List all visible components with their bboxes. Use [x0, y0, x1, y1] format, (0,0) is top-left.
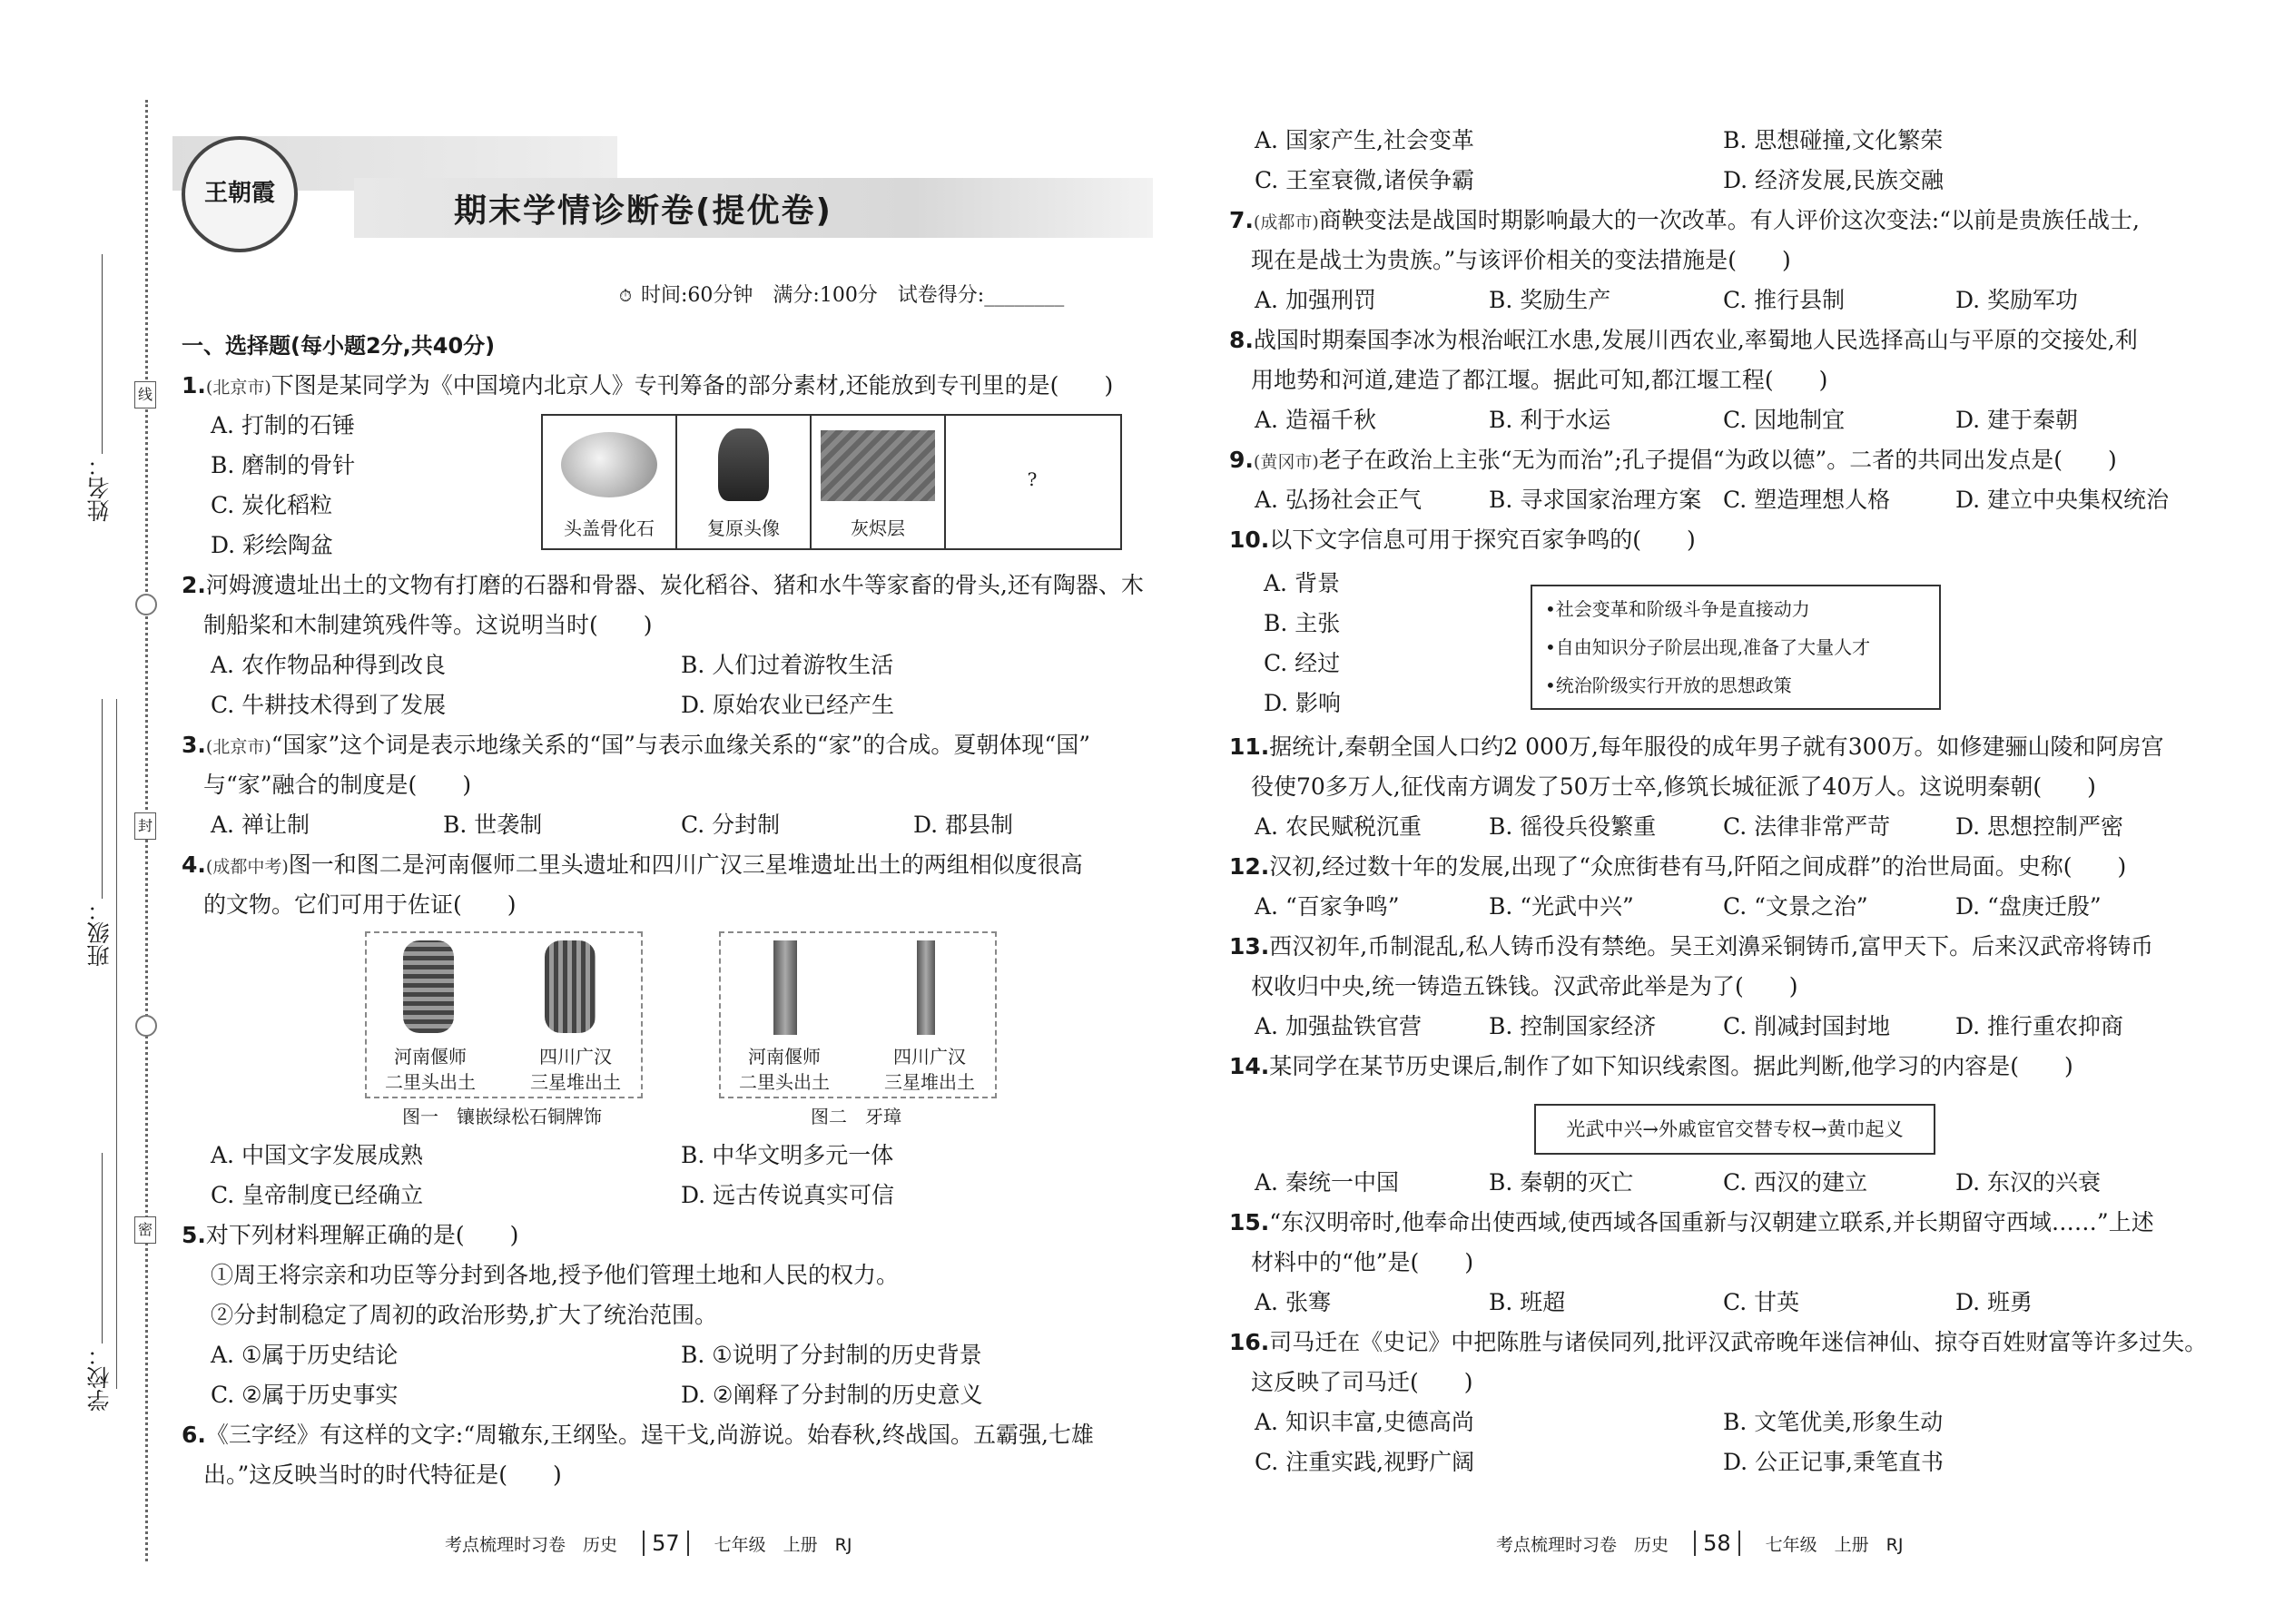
q10-option-b[interactable]: B. 主张 [1264, 610, 1341, 636]
q10-box-line-1: •社会变革和阶级斗争是直接动力 [1545, 598, 1810, 620]
yazhang-right-image [917, 940, 935, 1035]
q15-option-d[interactable]: D. 班勇 [1955, 1289, 2033, 1315]
q7-text-1: 商鞅变法是战国时期影响最大的一次改革。有人评价这次变法:“以前是贵族任战士, [1318, 207, 2140, 233]
q15-num: 15. [1229, 1209, 1270, 1235]
q14-clue-box: 光武中兴→外戚宦官交替专权→黄巾起义 [1534, 1104, 1935, 1155]
turquoise-plaque-right-image [545, 940, 596, 1033]
q11-text-1: 据统计,秦朝全国人口约2 000万,每年服役的成年男子就有300万。如修建骊山陵和阿房宫 [1269, 733, 2164, 760]
q13-option-c[interactable]: C. 削减封国封地 [1723, 1013, 1891, 1039]
q8-option-b[interactable]: B. 利于水运 [1489, 407, 1611, 433]
q8-option-a[interactable]: A. 造福千秋 [1255, 407, 1376, 433]
q4-figure-2 [719, 931, 997, 1098]
q4-figure-2-caption: 图二 牙璋 [811, 1106, 901, 1127]
turquoise-plaque-left-image [403, 940, 454, 1033]
seal-mi: 密 [134, 1216, 156, 1244]
seal-xian: 线 [134, 381, 156, 408]
q5-text: 对下列材料理解正确的是( ) [205, 1222, 519, 1248]
q4-stem-1 [182, 850, 1083, 882]
q4-fig1-left-line2: 二里头出土 [385, 1071, 476, 1093]
q1-cell-1 [543, 416, 677, 548]
q14-option-c[interactable]: C. 西汉的建立 [1723, 1169, 1868, 1196]
q3-option-c[interactable]: C. 分封制 [681, 812, 781, 838]
q11-option-a[interactable]: A. 农民赋税沉重 [1255, 813, 1422, 840]
q1-cell-2 [677, 416, 812, 548]
q3-option-d[interactable]: D. 郡县制 [913, 812, 1014, 838]
logo-text: 王朝霞 [203, 180, 275, 207]
q12-text: 汉初,经过数十年的发展,出现了“众庶街巷有马,阡陌之间成群”的治世局面。史称( ) [1269, 853, 2127, 880]
q4-fig1-right-line1: 四川广汉 [539, 1046, 612, 1068]
q7-option-c[interactable]: C. 推行县制 [1723, 287, 1846, 313]
q11-text-2: 役使70多万人,征伐南方调发了50万士卒,修筑长城征派了40万人。这说明秦朝( ) [1251, 773, 2096, 800]
q11-option-d[interactable]: D. 思想控制严密 [1955, 813, 2124, 840]
q6-num: 6. [182, 1422, 206, 1448]
q9-text: 老子在政治上主张“无为而治”;孔子提倡“为政以德”。二者的共同出发点是( ) [1318, 447, 2117, 473]
q10-box-line-3: •统治阶级实行开放的思想政策 [1545, 674, 1792, 696]
q12-stem [1229, 851, 2126, 882]
q3-stem-1 [182, 730, 1090, 763]
q5-option-a[interactable]: A. ①属于历史结论 [211, 1342, 399, 1368]
q2-num: 2. [182, 572, 206, 598]
q4-fig2-left-line1: 河南偃师 [748, 1046, 821, 1068]
q13-option-b[interactable]: B. 控制国家经济 [1489, 1013, 1657, 1039]
q6-option-d[interactable]: D. 经济发展,民族交融 [1723, 167, 1944, 193]
q1-cell-3 [812, 416, 946, 548]
q9-num: 9. [1229, 447, 1254, 473]
q3-text-2: 与“家”融合的制度是( ) [203, 772, 472, 798]
q4-option-d[interactable]: D. 远古传说真实可信 [681, 1182, 895, 1208]
restored-head-image [718, 428, 769, 501]
q8-num: 8. [1229, 327, 1254, 353]
q7-num: 7. [1229, 207, 1254, 233]
q2-text-2: 制船桨和木制建筑残件等。这说明当时( ) [203, 612, 653, 638]
page-title: 期末学情诊断卷(提优卷) [454, 192, 832, 230]
q15-text-2: 材料中的“他”是( ) [1251, 1249, 1474, 1275]
q3-source: (北京市) [205, 737, 271, 757]
section-title: 一、选择题(每小题2分,共40分) [182, 333, 496, 359]
q10-info-box [1531, 585, 1941, 710]
binding-solid-line [116, 699, 117, 1389]
name-label: 姓名： [86, 454, 113, 522]
q1-option-d[interactable]: D. 彩绘陶盆 [211, 532, 334, 558]
q11-num: 11. [1229, 733, 1270, 760]
left-footer [445, 1530, 852, 1556]
q7-text-2: 现在是战士为贵族。”与该评价相关的变法措施是( ) [1251, 247, 1791, 273]
q5-num: 5. [182, 1222, 206, 1248]
q7-source: (成都市) [1253, 212, 1319, 232]
q4-text-2: 的文物。它们可用于佐证( ) [203, 891, 517, 918]
binding-hole-1 [135, 594, 157, 615]
q7-option-d[interactable]: D. 奖励军功 [1955, 287, 2079, 313]
q2-text-1: 河姆渡遗址出土的文物有打磨的石器和骨器、炭化稻谷、猪和水牛等家畜的骨头,还有陶器、木 [205, 572, 1144, 598]
q4-figure-1 [365, 931, 643, 1098]
q15-option-c[interactable]: C. 甘英 [1723, 1289, 1800, 1315]
q3-option-b[interactable]: B. 世袭制 [443, 812, 543, 838]
q6-option-c[interactable]: C. 王室衰微,诸侯争霸 [1255, 167, 1475, 193]
q5-stem [182, 1220, 518, 1251]
q13-text-2: 权收归中央,统一铸造五铢钱。汉武帝此举是为了( ) [1251, 973, 1798, 999]
q12-num: 12. [1229, 853, 1270, 880]
q1-caption-2: 复原头像 [707, 517, 780, 539]
q1-text: 下图是某同学为《中国境内北京人》专刊筹备的部分素材,还能放到专刊里的是( ) [271, 372, 1114, 399]
q5-material-2: ②分封制稳定了周初的政治形势,扩大了统治范围。 [211, 1302, 717, 1328]
q8-text-2: 用地势和河道,建造了都江堰。据此可知,都江堰工程( ) [1251, 367, 1828, 393]
q10-box-line-2: •自由知识分子阶层出现,准备了大量人才 [1545, 636, 1871, 658]
q2-option-d[interactable]: D. 原始农业已经产生 [681, 692, 895, 718]
q6-text-2: 出。”这反映当时的时代特征是( ) [203, 1462, 562, 1488]
q8-option-c[interactable]: C. 因地制宜 [1723, 407, 1846, 433]
exam-meta: 时间:60分钟 满分:100分 试卷得分:________ [641, 284, 1065, 307]
q4-fig1-right-line2: 三星堆出土 [530, 1071, 621, 1093]
q10-option-a[interactable]: A. 背景 [1264, 570, 1340, 596]
q4-option-a[interactable]: A. 中国文字发展成熟 [211, 1142, 423, 1168]
q7-stem-1 [1229, 205, 2140, 238]
q8-stem-1 [1229, 325, 2138, 356]
q4-option-b[interactable]: B. 中华文明多元一体 [681, 1142, 894, 1168]
q13-num: 13. [1229, 933, 1270, 960]
q4-fig2-left-line2: 二里头出土 [739, 1071, 830, 1093]
q13-option-a[interactable]: A. 加强盐铁官营 [1255, 1013, 1422, 1039]
q14-option-a[interactable]: A. 秦统一中国 [1255, 1169, 1399, 1196]
left-footer-grade: 七年级 上册 RJ [714, 1535, 852, 1555]
q4-num: 4. [182, 851, 206, 878]
q12-option-d[interactable]: D. “盘庚迁殷” [1955, 893, 2102, 920]
q5-material-1: ①周王将宗亲和功臣等分封到各地,授予他们管理土地和人民的权力。 [211, 1262, 899, 1288]
q16-text-1: 司马迁在《史记》中把陈胜与诸侯同列,批评汉武帝晚年迷信神仙、掠夺百姓财富等许多过失。 [1269, 1329, 2208, 1355]
q12-option-b[interactable]: B. “光武中兴” [1489, 893, 1634, 920]
q16-option-a[interactable]: A. 知识丰富,史德高尚 [1255, 1409, 1474, 1435]
left-footer-series: 考点梳理时习卷 历史 [445, 1535, 618, 1555]
q13-stem-1 [1229, 931, 2153, 962]
q10-num: 10. [1229, 527, 1270, 553]
q6-option-a[interactable]: A. 国家产生,社会变革 [1255, 127, 1474, 153]
q3-option-a[interactable]: A. 禅让制 [211, 812, 310, 838]
q1-source: (北京市) [205, 378, 271, 398]
q15-option-b[interactable]: B. 班超 [1489, 1289, 1566, 1315]
q2-stem-1 [182, 570, 1144, 601]
q14-stem [1229, 1051, 2073, 1082]
q4-source: (成都中考) [205, 857, 289, 877]
q11-option-b[interactable]: B. 徭役兵役繁重 [1489, 813, 1657, 840]
q3-num: 3. [182, 732, 206, 758]
q4-figure-1-caption: 图一 镶嵌绿松石铜牌饰 [402, 1106, 602, 1127]
q12-option-c[interactable]: C. “文景之治” [1723, 893, 1868, 920]
yazhang-left-image [773, 940, 797, 1035]
q16-option-d[interactable]: D. 公正记事,秉笔直书 [1723, 1449, 1944, 1475]
q9-option-d[interactable]: D. 建立中央集权统治 [1955, 487, 2170, 513]
q1-num: 1. [182, 372, 206, 399]
q2-option-a[interactable]: A. 农作物品种得到改良 [211, 652, 446, 678]
q13-option-d[interactable]: D. 推行重农抑商 [1955, 1013, 2124, 1039]
q1-caption-4: ? [1027, 468, 1038, 490]
q9-option-a[interactable]: A. 弘扬社会正气 [1255, 487, 1422, 513]
q13-text-1: 西汉初年,币制混乱,私人铸币没有禁绝。吴王刘濞采铜铸币,富甲天下。后来汉武帝将铸币 [1269, 933, 2154, 960]
q8-text-1: 战国时期秦国李冰为根治岷江水患,发展川西农业,率蜀地人民选择高山与平原的交接处,利 [1253, 327, 2138, 353]
q16-text-2: 这反映了司马迁( ) [1251, 1369, 1473, 1395]
q1-caption-1: 头盖骨化石 [564, 517, 655, 539]
q6-text-1: 《三字经》有这样的文字:“周辙东,王纲坠。逞干戈,尚游说。始春秋,终战国。五霸强,七雄 [205, 1422, 1094, 1448]
q3-text-1: “国家”这个词是表示地缘关系的“国”与表示血缘关系的“家”的合成。夏朝体现“国” [271, 732, 1090, 758]
q16-option-c[interactable]: C. 注重实践,视野广阔 [1255, 1449, 1475, 1475]
q11-stem-1 [1229, 732, 2163, 763]
q2-option-b[interactable]: B. 人们过着游牧生活 [681, 652, 894, 678]
q6-option-b[interactable]: B. 思想碰撞,文化繁荣 [1723, 127, 1944, 153]
q4-text-1: 图一和图二是河南偃师二里头遗址和四川广汉三星堆遗址出土的两组相似度很高 [288, 851, 1083, 878]
q1-option-b[interactable]: B. 磨制的骨针 [211, 452, 356, 478]
name-blank[interactable] [102, 254, 103, 454]
q11-option-c[interactable]: C. 法律非常严苛 [1723, 813, 1891, 840]
q14-num: 14. [1229, 1053, 1270, 1079]
q10-option-c[interactable]: C. 经过 [1264, 650, 1341, 676]
class-label: 班级： [86, 899, 113, 967]
q1-stem [182, 370, 1113, 403]
seal-feng: 封 [134, 812, 156, 840]
q7-option-a[interactable]: A. 加强刑罚 [1255, 287, 1376, 313]
right-page-number: 58 [1694, 1530, 1740, 1556]
q4-fig1-left-line1: 河南偃师 [394, 1046, 467, 1068]
q9-stem [1229, 445, 2117, 477]
q1-caption-3: 灰烬层 [851, 517, 905, 539]
time-icon: ⏱ [619, 287, 633, 306]
q4-option-c[interactable]: C. 皇帝制度已经确立 [211, 1182, 424, 1208]
q9-option-b[interactable]: B. 寻求国家治理方案 [1489, 487, 1702, 513]
q7-option-b[interactable]: B. 奖励生产 [1489, 287, 1611, 313]
q1-option-c[interactable]: C. 炭化稻粒 [211, 492, 333, 518]
q12-option-a[interactable]: A. “百家争鸣” [1255, 893, 1400, 920]
q14-text: 某同学在某节历史课后,制作了如下知识线索图。据此判断,他学习的内容是( ) [1269, 1053, 2073, 1079]
q2-option-c[interactable]: C. 牛耕技术得到了发展 [211, 692, 447, 718]
q10-stem [1229, 525, 1696, 556]
q6-stem-1 [182, 1420, 1094, 1451]
q5-option-b[interactable]: B. ①说明了分封制的历史背景 [681, 1342, 982, 1368]
q14-option-b[interactable]: B. 秦朝的灭亡 [1489, 1169, 1634, 1196]
skull-fossil-image [561, 432, 657, 497]
ash-layer-image [821, 430, 935, 501]
right-footer-grade: 七年级 上册 RJ [1765, 1535, 1904, 1555]
q10-text: 以下文字信息可用于探究百家争鸣的( ) [1269, 527, 1696, 553]
right-footer-series: 考点梳理时习卷 历史 [1496, 1535, 1669, 1555]
q1-option-a[interactable]: A. 打制的石锤 [211, 412, 355, 438]
logo-badge [182, 136, 298, 252]
q16-stem-1 [1229, 1327, 2207, 1358]
q14-option-d[interactable]: D. 东汉的兴衰 [1955, 1169, 2102, 1196]
binding-hole-2 [135, 1015, 157, 1037]
q16-option-b[interactable]: B. 文笔优美,形象生动 [1723, 1409, 1944, 1435]
class-blank[interactable] [102, 699, 103, 899]
q16-num: 16. [1229, 1329, 1270, 1355]
q4-fig2-right-line1: 四川广汉 [893, 1046, 966, 1068]
right-footer [1496, 1530, 1903, 1556]
q8-option-d[interactable]: D. 建于秦朝 [1955, 407, 2079, 433]
school-blank[interactable] [102, 1153, 103, 1343]
q1-image-table [541, 414, 1122, 550]
q15-stem-1 [1229, 1207, 2154, 1238]
q10-option-d[interactable]: D. 影响 [1264, 690, 1342, 716]
school-label: 学校： [86, 1343, 113, 1412]
q4-fig2-right-line2: 三星堆出土 [884, 1071, 975, 1093]
q15-option-a[interactable]: A. 张骞 [1255, 1289, 1331, 1315]
q5-option-c[interactable]: C. ②属于历史事实 [211, 1382, 399, 1408]
q9-source: (黄冈市) [1253, 452, 1319, 472]
q5-option-d[interactable]: D. ②阐释了分封制的历史意义 [681, 1382, 983, 1408]
q15-text-1: “东汉明帝时,他奉命出使西域,使西域各国重新与汉朝建立联系,并长期留守西域……”上述 [1269, 1209, 2154, 1235]
left-page-number: 57 [643, 1530, 689, 1556]
q9-option-c[interactable]: C. 塑造理想人格 [1723, 487, 1891, 513]
